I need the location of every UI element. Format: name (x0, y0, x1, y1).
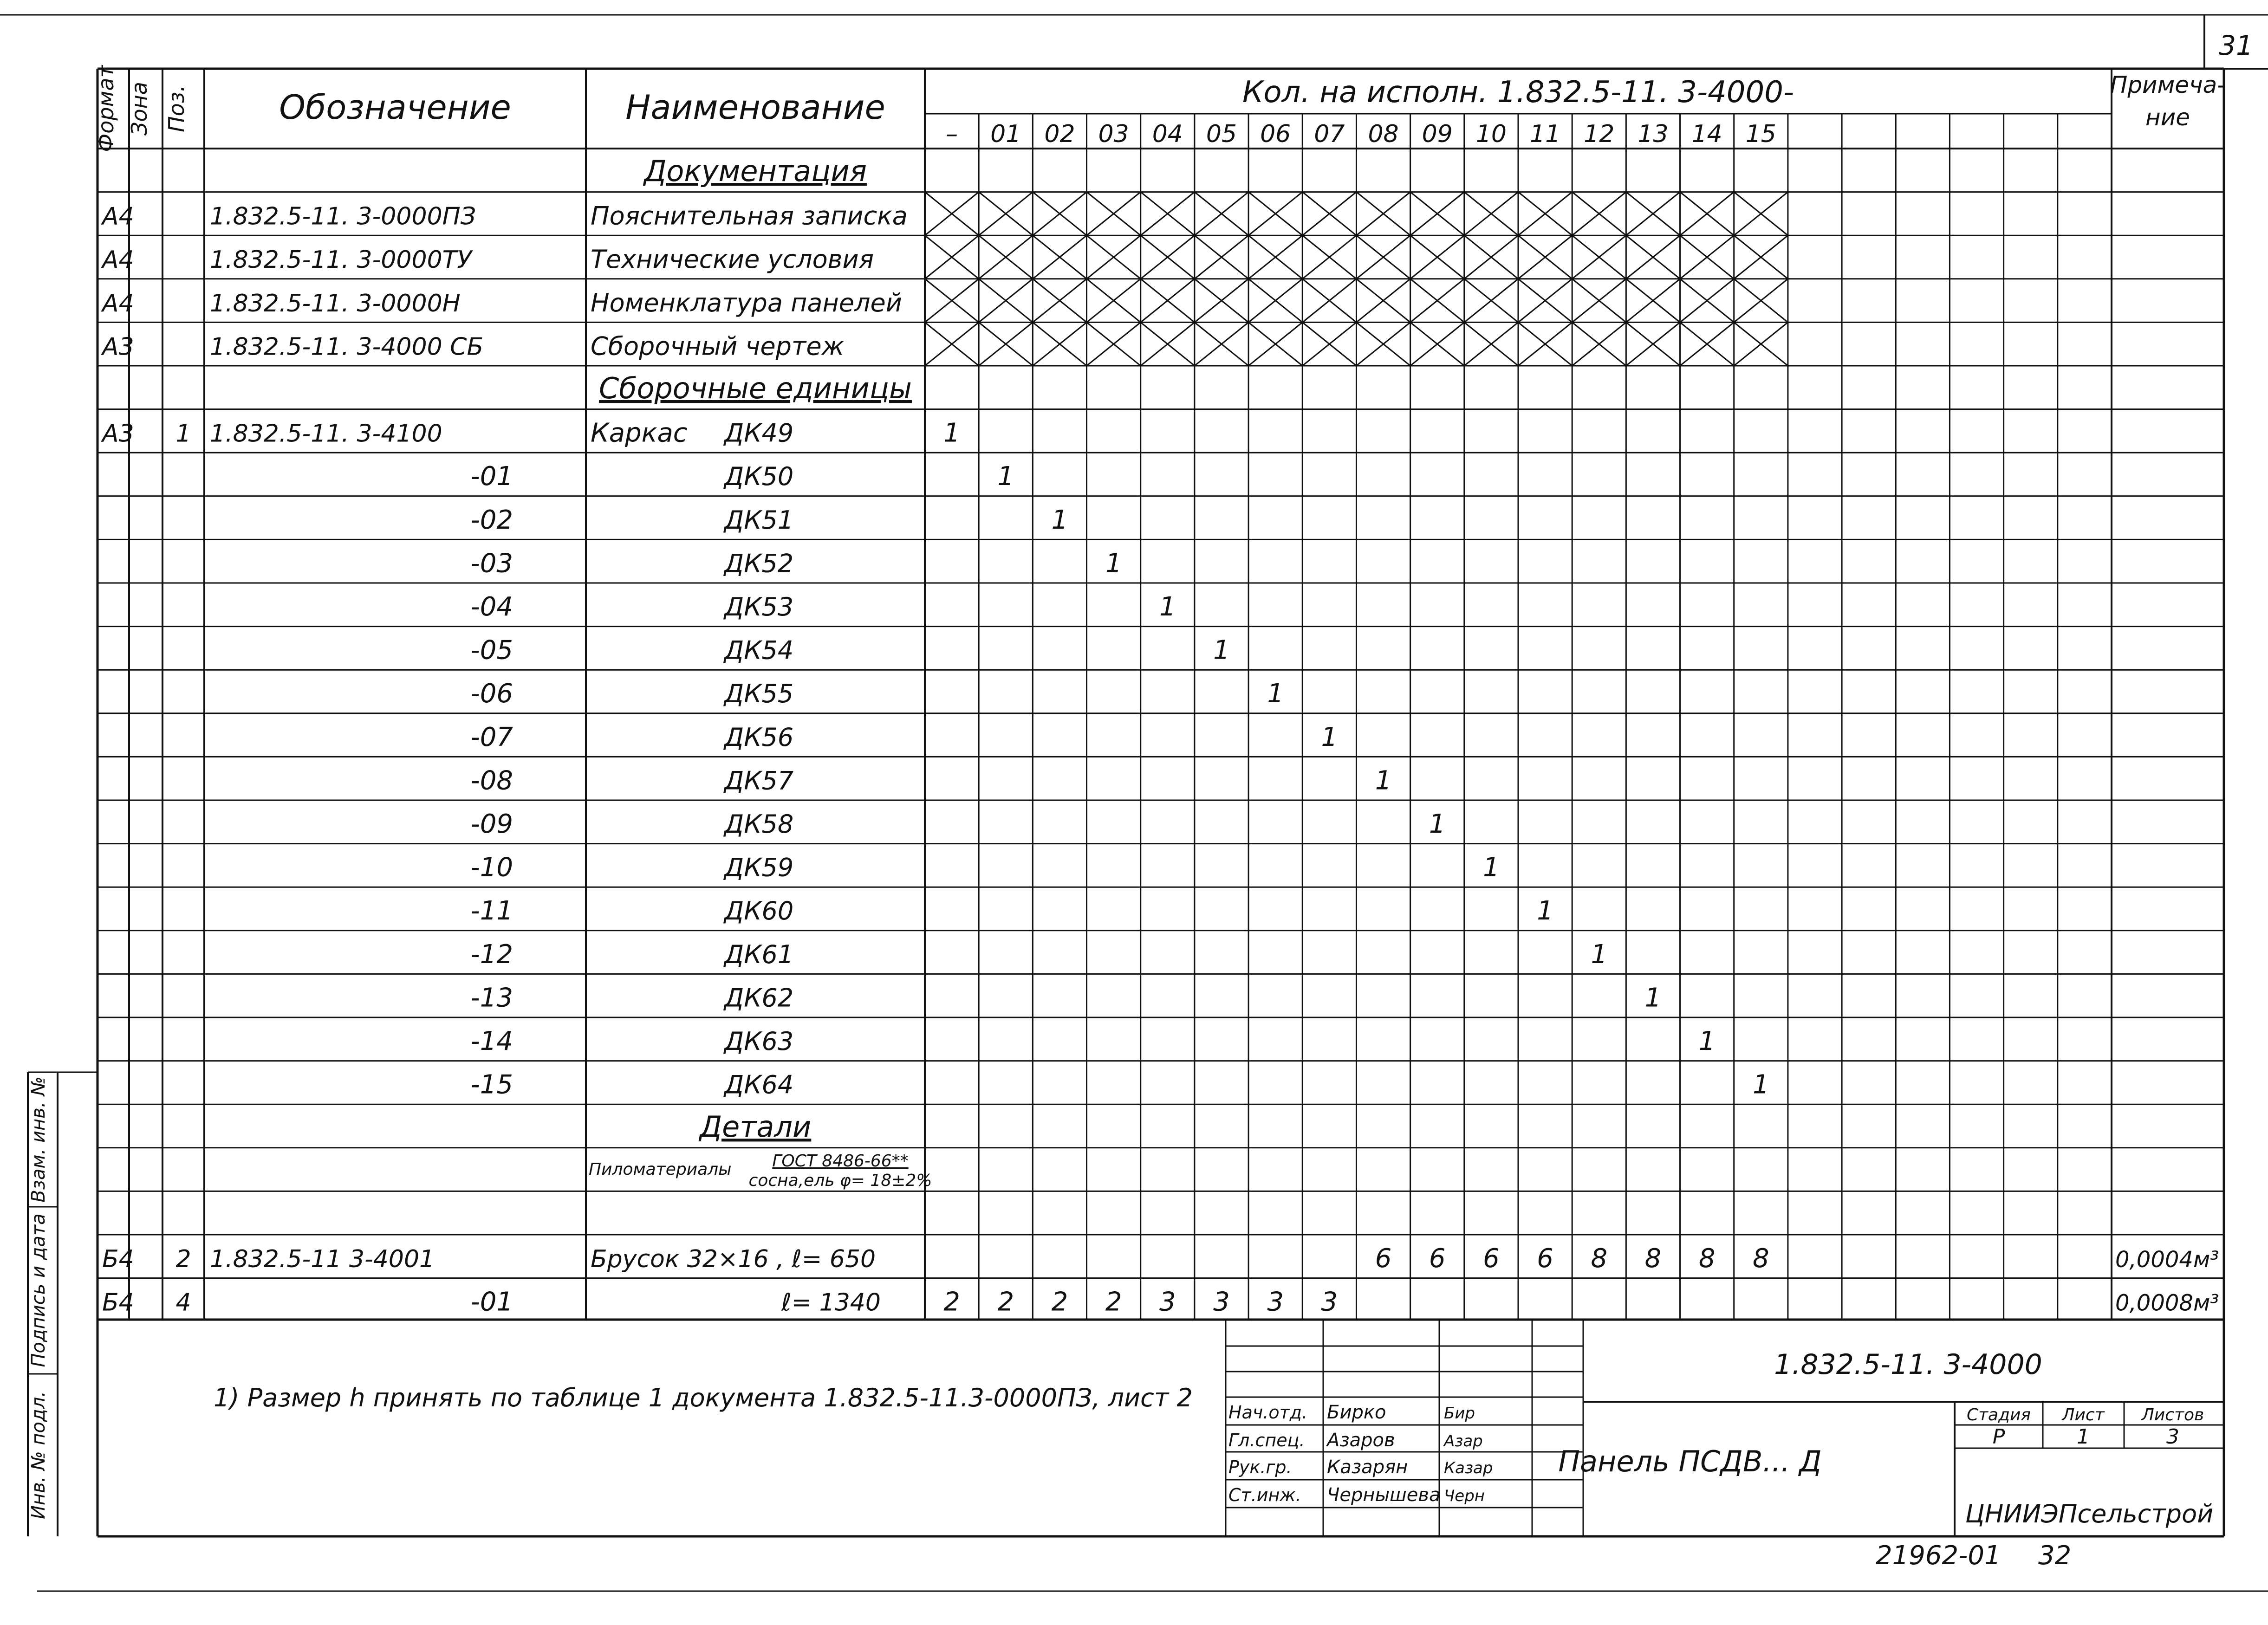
document-name: Номенклатура панелей (591, 288, 902, 317)
part-quantity: 8 (1752, 1243, 1769, 1274)
sheet-label: Лист (2062, 1405, 2105, 1424)
assembly-quantity: 1 (1213, 635, 1230, 666)
part-quantity: 2 (1051, 1287, 1068, 1317)
signature-name: Казарян (1327, 1457, 1408, 1478)
footnote: 1) Размер h принять по таблице 1 документа 1.832.5-11.3-0000ПЗ, лист 2 (214, 1383, 1193, 1412)
assembly-name: Каркас (591, 418, 688, 448)
part-format: Б4 (102, 1245, 134, 1273)
assembly-code: ДК62 (724, 983, 794, 1013)
part-quantity: 6 (1483, 1243, 1500, 1274)
assembly-variant-suffix: -10 (470, 852, 513, 883)
assembly-code: ДК55 (724, 679, 794, 709)
signature-sign: Бир (1444, 1404, 1475, 1423)
assembly-code: ДК64 (724, 1070, 794, 1100)
part-quantity: 3 (1159, 1287, 1176, 1317)
assembly-quantity: 1 (1159, 592, 1176, 622)
part-quantity: 8 (1644, 1243, 1662, 1274)
header-note: Примеча- (2110, 71, 2226, 98)
assembly-variant-suffix: -02 (470, 505, 513, 535)
document-designation: 1.832.5-11. 3-0000ТУ (210, 246, 472, 274)
part-quantity: 2 (997, 1287, 1014, 1317)
assembly-code: ДК49 (724, 418, 794, 448)
title-doc-code: 1.832.5-11. 3-4000 (1774, 1348, 2042, 1381)
part-quantity: 2 (943, 1287, 960, 1317)
assembly-variant-suffix: -05 (470, 635, 513, 666)
part-quantity: 3 (1267, 1287, 1284, 1317)
assembly-quantity: 1 (1375, 765, 1392, 796)
part-quantity: 8 (1698, 1243, 1716, 1274)
sheets-value: 3 (2166, 1425, 2179, 1449)
signature-role: Нач.отд. (1228, 1402, 1308, 1423)
document-name: Пояснительная записка (591, 201, 908, 231)
header-zone: Зона (127, 82, 152, 136)
document-name: Сборочный чертеж (591, 331, 845, 361)
part-designation: 1.832.5-11 3-4001 (210, 1245, 435, 1273)
part-quantity: 6 (1429, 1243, 1446, 1274)
signature-sign: Черн (1444, 1487, 1485, 1505)
assembly-variant-suffix: -15 (470, 1069, 513, 1100)
assembly-variant-suffix: -12 (470, 939, 513, 970)
assembly-code: ДК50 (724, 462, 794, 492)
section-assembly-units: Сборочные единицы (598, 371, 912, 405)
variant-header: 08 (1368, 120, 1399, 148)
sheet-value: 1 (2077, 1425, 2090, 1449)
assembly-code: ДК60 (724, 896, 794, 926)
document-designation: 1.832.5-11. 3-4000 СБ (210, 333, 484, 361)
part-position: 4 (175, 1288, 191, 1317)
document-name: Технические условия (591, 245, 874, 274)
assembly-code: ДК53 (724, 592, 794, 622)
variant-header: 13 (1638, 120, 1669, 148)
header-name: Наименование (625, 88, 885, 127)
assembly-quantity: 1 (1267, 679, 1284, 709)
assembly-code: ДК59 (724, 853, 794, 882)
signature-role: Рук.гр. (1228, 1457, 1292, 1477)
assembly-variant-suffix: -09 (470, 809, 513, 839)
sheets-label: Листов (2141, 1405, 2204, 1424)
section-documentation: Документация (644, 154, 867, 188)
part-quantity: 2 (1105, 1287, 1122, 1317)
part-quantity: 3 (1321, 1287, 1338, 1317)
title-name: Панель ПСДВ... Д (1558, 1444, 1822, 1478)
assembly-quantity: 1 (1321, 722, 1338, 752)
stamp-label: Взам. инв. № (28, 1076, 49, 1203)
variant-header: 10 (1475, 120, 1507, 148)
variant-header: 14 (1691, 120, 1722, 148)
signature-sign: Азар (1444, 1432, 1483, 1450)
variant-header: 15 (1745, 120, 1776, 148)
variant-header: 04 (1152, 120, 1183, 148)
assembly-quantity: 1 (1698, 1026, 1716, 1056)
variant-header: 11 (1530, 120, 1561, 148)
signature-role: Ст.инж. (1228, 1485, 1301, 1505)
assembly-variant-suffix: -07 (470, 722, 513, 752)
part-quantity: 6 (1375, 1243, 1392, 1274)
assembly-variant-suffix: -03 (470, 548, 513, 579)
assembly-variant-suffix: -13 (470, 983, 513, 1013)
document-format: А3 (102, 333, 134, 361)
variant-header: 03 (1098, 120, 1129, 148)
part-position: 2 (175, 1245, 191, 1273)
bottom-code-right: 32 (2038, 1541, 2072, 1571)
assembly-quantity: 1 (1537, 896, 1553, 926)
variant-header: 12 (1584, 120, 1615, 148)
assembly-quantity: 1 (1752, 1069, 1769, 1100)
document-designation: 1.832.5-11. 3-0000Н (210, 289, 461, 317)
assembly-position: 1 (175, 420, 191, 448)
signature-name: Чернышева (1327, 1484, 1441, 1506)
variant-header: 09 (1422, 120, 1453, 148)
page-number: 31 (2219, 30, 2253, 61)
part-note: 0,0004м³ (2115, 1247, 2219, 1273)
stage-value: Р (1992, 1425, 2005, 1449)
assembly-quantity: 1 (997, 461, 1014, 492)
assembly-variant-suffix: -11 (470, 896, 513, 926)
part-name: Брусок 32×16 , ℓ= 650 (591, 1245, 876, 1273)
assembly-variant-suffix: -01 (470, 461, 513, 492)
assembly-variant-suffix: -08 (470, 765, 513, 796)
material-label: Пиломатериалы (589, 1159, 732, 1179)
assembly-code: ДК52 (724, 549, 794, 578)
part-quantity: 3 (1213, 1287, 1230, 1317)
assembly-code: ДК56 (724, 722, 794, 752)
stamp-label: Инв. № подл. (28, 1391, 49, 1519)
part-quantity: 8 (1591, 1243, 1608, 1274)
variant-header: 02 (1044, 120, 1075, 148)
assembly-code: ДК58 (724, 809, 794, 839)
assembly-variant-suffix: -14 (470, 1026, 513, 1056)
document-format: А4 (102, 246, 134, 274)
signature-sign: Казар (1444, 1459, 1493, 1477)
variant-header: 05 (1206, 120, 1237, 148)
assembly-variant-suffix: -04 (470, 592, 513, 622)
document-designation: 1.832.5-11. 3-0000ПЗ (210, 202, 476, 231)
stage-label: Стадия (1966, 1405, 2031, 1424)
header-qty-title: Кол. на исполн. 1.832.5-11. 3-4000- (1242, 75, 1794, 110)
assembly-variant-suffix: -06 (470, 679, 513, 709)
stamp-label: Подпись и дата (28, 1213, 49, 1367)
part-quantity: 6 (1537, 1243, 1553, 1274)
assembly-code: ДК61 (724, 939, 794, 969)
header-designation: Обозначение (279, 88, 511, 127)
assembly-quantity: 1 (1483, 852, 1500, 883)
header-pos: Поз. (164, 85, 189, 132)
assembly-code: ДК57 (724, 766, 794, 796)
assembly-designation: 1.832.5-11. 3-4100 (210, 420, 442, 448)
assembly-code: ДК51 (724, 505, 794, 535)
assembly-quantity: 1 (1429, 809, 1446, 839)
assembly-code: ДК54 (724, 635, 794, 665)
document-format: А4 (102, 289, 134, 317)
signature-name: Азаров (1327, 1430, 1395, 1451)
signature-name: Бирко (1327, 1402, 1386, 1423)
document-format: А4 (102, 202, 134, 231)
part-designation: -01 (470, 1287, 513, 1317)
header-format: Формат (93, 65, 118, 152)
assembly-quantity: 1 (1051, 505, 1068, 535)
part-note: 0,0008м³ (2115, 1290, 2219, 1316)
header-note: ние (2145, 104, 2190, 131)
assembly-format: А3 (102, 420, 134, 448)
section-parts: Детали (699, 1110, 812, 1144)
assembly-quantity: 1 (943, 418, 960, 448)
bottom-code-left: 21962-01 (1876, 1541, 2001, 1571)
material-wood: сосна,ель φ= 18±2% (748, 1171, 932, 1190)
assembly-code: ДК63 (724, 1027, 794, 1056)
part-format: Б4 (102, 1288, 134, 1317)
part-name: ℓ= 1340 (781, 1288, 881, 1317)
assembly-quantity: 1 (1644, 983, 1662, 1013)
material-standard: ГОСТ 8486-66** (772, 1151, 909, 1171)
signature-role: Гл.спец. (1228, 1430, 1305, 1450)
assembly-quantity: 1 (1105, 548, 1122, 579)
variant-header: 01 (990, 120, 1021, 148)
variant-header: 06 (1260, 120, 1291, 148)
variant-header: 07 (1314, 120, 1345, 148)
assembly-quantity: 1 (1591, 939, 1608, 970)
variant-header: – (946, 120, 958, 148)
organization-name: ЦНИИЭПсельстрой (1965, 1499, 2214, 1528)
